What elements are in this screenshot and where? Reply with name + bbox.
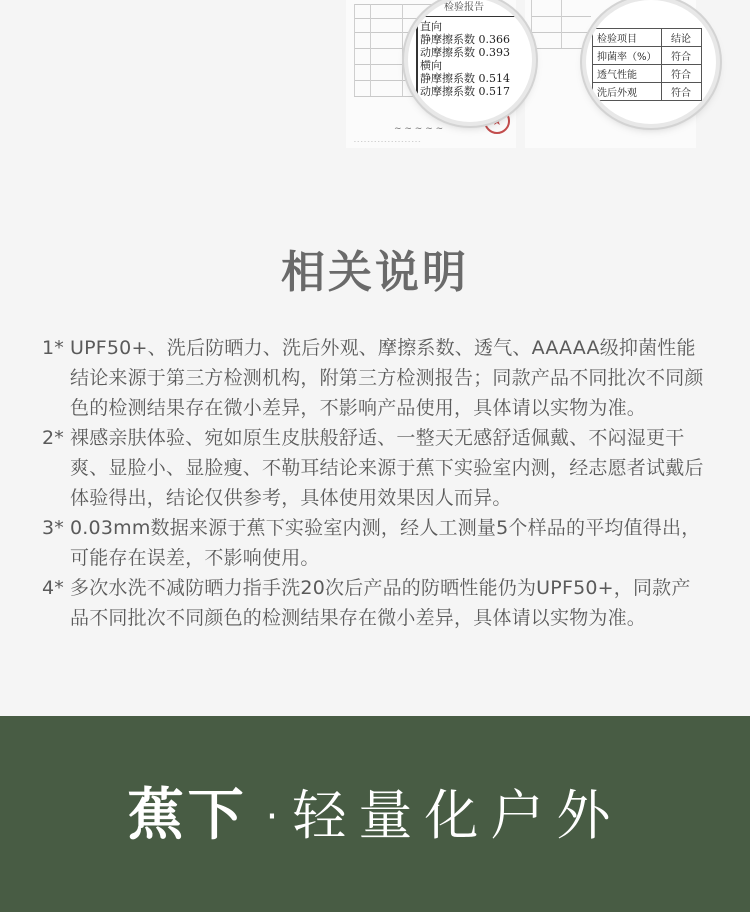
table-row bbox=[593, 29, 702, 47]
table-cell: 符合 bbox=[661, 65, 701, 83]
section-title: 相关说明 bbox=[281, 247, 469, 298]
table-cell: 透气性能 bbox=[593, 65, 662, 83]
note-text: 多次水洗不减防晒力指手洗20次后产品的防晒性能仍为UPF50+，同款产品不同批次不同颜色的检测结果存在微小差异，具体请以实物为准。 bbox=[70, 577, 691, 629]
table-row bbox=[593, 83, 702, 101]
table-row bbox=[593, 65, 702, 83]
friction-value: 静摩擦系数 0.514 bbox=[420, 72, 510, 85]
note-text: 0.03mm数据来源于蕉下实验室内测，经人工测量5个样品的平均值得出，可能存在误差，不影响使用。 bbox=[70, 517, 701, 569]
note-item bbox=[40, 423, 705, 513]
brand-slogan-block bbox=[0, 780, 750, 865]
brand-name: 蕉下 bbox=[127, 783, 248, 848]
note-item bbox=[40, 513, 705, 573]
divider bbox=[416, 16, 418, 96]
report-heading: 检验报告 bbox=[444, 2, 484, 13]
brand-slogan: 轻量化户外 bbox=[292, 784, 623, 847]
note-text: UPF50+、洗后防晒力、洗后外观、摩擦系数、透气、AAAAA级抑菌性能结论来源于第三方检测机构，附第三方检测报告；同款产品不同批次不同颜色的检测结果存在微小差异，不影响产品使用，具体请以实物为准。 bbox=[70, 337, 704, 419]
signature: ~ ~ ~ ~ ~ bbox=[394, 124, 444, 134]
magnifier-test-results bbox=[586, 0, 716, 124]
results-table bbox=[592, 28, 702, 101]
direction-label: 直向 bbox=[420, 20, 442, 33]
table-cell: 符合 bbox=[661, 83, 701, 101]
report-footer-line: - - - - - - - - - - - - - - - - - - - - bbox=[354, 139, 421, 145]
table-row bbox=[593, 47, 702, 65]
table-cell: 抑菌率（%） bbox=[593, 47, 662, 65]
note-number: 1* bbox=[42, 337, 64, 359]
table-cell: 符合 bbox=[661, 47, 701, 65]
friction-value: 静摩擦系数 0.366 bbox=[420, 33, 510, 46]
table-cell: 洗后外观 bbox=[593, 83, 662, 101]
friction-value: 动摩擦系数 0.517 bbox=[420, 85, 510, 98]
brand-separator: · bbox=[265, 794, 279, 840]
note-number: 3* bbox=[42, 517, 64, 539]
table-cell: 结论 bbox=[661, 29, 701, 47]
note-item bbox=[40, 333, 705, 423]
note-number: 4* bbox=[42, 577, 64, 599]
divider bbox=[414, 16, 526, 17]
official-stamp: ★ bbox=[484, 108, 510, 134]
direction-label: 横向 bbox=[420, 59, 442, 72]
note-item bbox=[40, 573, 705, 633]
note-text: 裸感亲肤体验、宛如原生皮肤般舒适、一整天无感舒适佩戴、不闷湿更干爽、显脸小、显脸瘦、不勒耳结论来源于蕉下实验室内测，经志愿者试戴后体验得出，结论仅供参考，具体使用效果因人而异。 bbox=[70, 427, 704, 509]
note-number: 2* bbox=[42, 427, 64, 449]
notes-list bbox=[40, 333, 705, 633]
magnifier-friction-coefficient bbox=[408, 0, 532, 122]
friction-value: 动摩擦系数 0.393 bbox=[420, 46, 510, 59]
table-cell: 检验项目 bbox=[593, 29, 662, 47]
